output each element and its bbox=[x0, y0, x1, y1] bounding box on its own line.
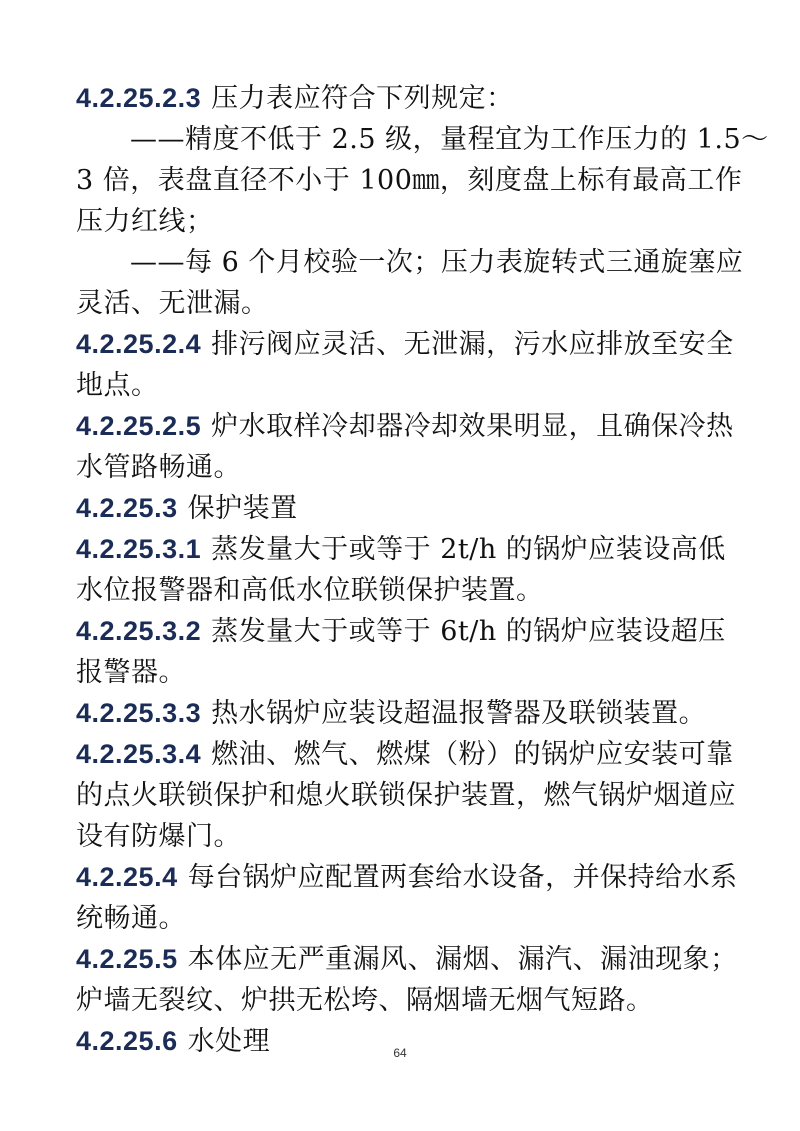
clause-text: 压力红线； bbox=[76, 206, 214, 237]
clause-text: 设有防爆门。 bbox=[76, 821, 241, 852]
clause-text: 报警器。 bbox=[76, 657, 186, 688]
document-body bbox=[76, 78, 769, 1062]
section-heading: 水处理 bbox=[187, 1026, 271, 1057]
clause-number: 4.2.25.2.5 bbox=[76, 411, 202, 441]
clause-text: 水管路畅通。 bbox=[76, 452, 241, 483]
clause-text: 统畅通。 bbox=[76, 903, 186, 934]
clause-number: 4.2.25.4 bbox=[76, 862, 178, 892]
text-line bbox=[76, 201, 736, 242]
clause-number: 4.2.25.3.4 bbox=[76, 739, 202, 769]
clause-text: 燃油、燃气、燃煤（粉）的锅炉应安装可靠 bbox=[211, 739, 734, 770]
text-line bbox=[76, 734, 736, 775]
text-line bbox=[76, 816, 736, 857]
page-number: 64 bbox=[393, 1046, 407, 1060]
clause-text: 蒸发量大于或等于 2t/h 的锅炉应装设高低 bbox=[211, 534, 726, 565]
clause-number: 4.2.25.3 bbox=[76, 493, 178, 523]
clause-number: 4.2.25.2.3 bbox=[76, 83, 202, 113]
text-line bbox=[76, 160, 743, 201]
text-line bbox=[76, 898, 736, 939]
clause-text: 本体应无严重漏风、漏烟、漏汽、漏油现象； bbox=[187, 944, 738, 975]
clause-number: 4.2.25.3.3 bbox=[76, 698, 202, 728]
text-line bbox=[76, 242, 744, 283]
text-line bbox=[76, 78, 736, 119]
text-line bbox=[76, 119, 769, 160]
text-line bbox=[76, 570, 736, 611]
clause-text: 的点火联锁保护和熄火联锁保护装置，燃气锅炉烟道应 bbox=[76, 780, 736, 811]
text-line bbox=[76, 324, 736, 365]
text-line bbox=[76, 488, 736, 529]
text-line bbox=[76, 980, 736, 1021]
text-line bbox=[76, 611, 736, 652]
clause-text: 热水锅炉应装设超温报警器及联锁装置。 bbox=[211, 698, 707, 729]
text-line bbox=[76, 529, 736, 570]
clause-text: ——精度不低于 2.5 级，量程宜为工作压力的 1.5～ bbox=[130, 124, 769, 155]
clause-text: 压力表应符合下列规定： bbox=[211, 83, 514, 114]
text-line bbox=[76, 406, 736, 447]
clause-number: 4.2.25.3.2 bbox=[76, 616, 202, 646]
text-line bbox=[76, 775, 736, 816]
clause-text: 蒸发量大于或等于 6t/h 的锅炉应装设超压 bbox=[211, 616, 726, 647]
text-line bbox=[76, 939, 736, 980]
clause-number: 4.2.25.6 bbox=[76, 1026, 178, 1056]
clause-text: 3 倍，表盘直径不小于 100㎜，刻度盘上标有最高工作 bbox=[76, 165, 743, 196]
clause-text: 每台锅炉应配置两套给水设备，并保持给水系 bbox=[187, 862, 738, 893]
clause-number: 4.2.25.3.1 bbox=[76, 534, 202, 564]
clause-text: 灵活、无泄漏。 bbox=[76, 288, 269, 319]
clause-text: 地点。 bbox=[76, 370, 159, 401]
text-line bbox=[76, 365, 736, 406]
text-line bbox=[76, 283, 736, 324]
clause-number: 4.2.25.5 bbox=[76, 944, 178, 974]
clause-text: 炉墙无裂纹、炉拱无松垮、隔烟墙无烟气短路。 bbox=[76, 985, 654, 1016]
clause-number: 4.2.25.2.4 bbox=[76, 329, 202, 359]
text-line bbox=[76, 447, 736, 488]
clause-text: ——每 6 个月校验一次；压力表旋转式三通旋塞应 bbox=[130, 247, 744, 278]
clause-text: 炉水取样冷却器冷却效果明显，且确保冷热 bbox=[211, 411, 734, 442]
text-line bbox=[76, 857, 736, 898]
text-line bbox=[76, 693, 736, 734]
text-line bbox=[76, 652, 736, 693]
clause-text: 排污阀应灵活、无泄漏，污水应排放至安全 bbox=[211, 329, 734, 360]
section-heading: 保护装置 bbox=[187, 493, 298, 524]
clause-text: 水位报警器和高低水位联锁保护装置。 bbox=[76, 575, 544, 606]
